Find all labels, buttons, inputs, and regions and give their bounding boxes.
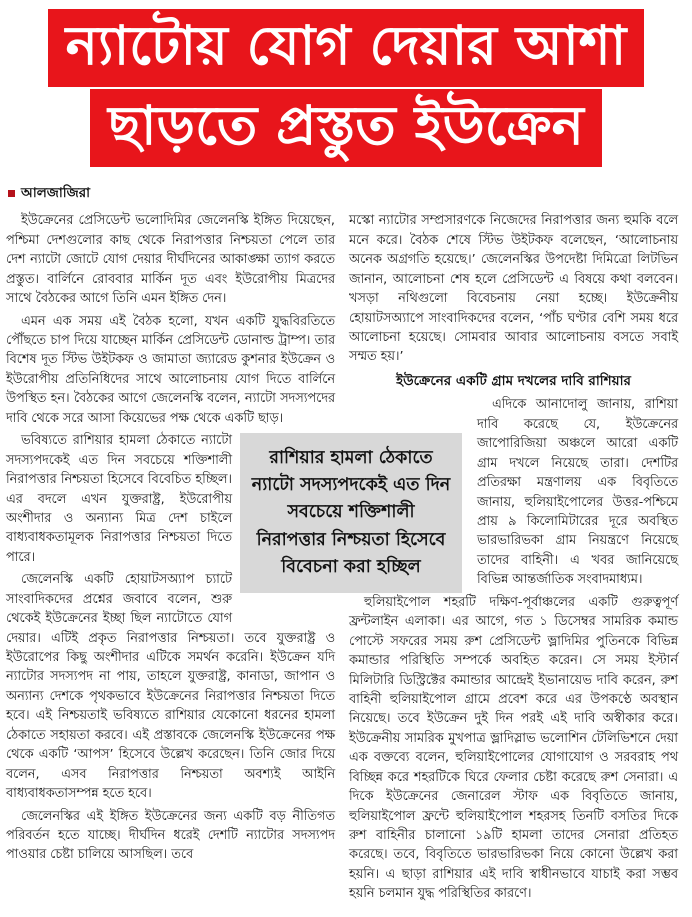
paragraph: হুলিয়াইপোল শহরটি দক্ষিণ-পূর্বাঞ্চলের একটি গুরুত্বপূর্ণ ফ্রন্টলাইন এলাকা। এর আগে, গত ১ ডিসেম্বর সামরিক কমান্ড পোস্টে সফরের সময় রুশ প্রেসিডেন্ট ভ্লাদিমির পুতিনকে বিভিন্ন কমান্ডার পরিস্থিতি সম্পর্কে অবহিত করেন। সে সময় ইস্টার্ন মিলিটারি ডিস্ট্রিক্টের কমান্ডার আন্দ্রেই ইভানায়েভ দাবি করেন, রুশ বাহিনী হুলিয়াইপোল গ্রামে প্রবেশ করে এর উপকণ্ঠে অবস্থান নিয়েছে। তবে ইউক্রেন দুই দিন পরই এই দাবি অস্বীকার করে। ইউক্রেনীয় সামরিক মুখপাত্র ভ্লাদিস্লাভ ভলোশিন টেলিভিশনে দেয়া এক বক্তব্যে বলেন, হুলিয়াইপোলের যোগাযোগ ও সরবরাহ পথ বিচ্ছিন্ন করে শহরটিকে ঘিরে ফেলার চেষ্টা করেছে রুশ সেনারা। এ দিকে ইউক্রেনের জেনারেল স্টাফ এক বিবৃতিতে জানায়, হুলিয়াইপোল ফ্রন্টে হুলিয়াইপোল শহরসহ তিনটি বসতির দিকে রুশ বাহিনীর চালানো ১৯টি হামলা তাদের সেনারা প্রতিহত করেছে। তবে, বিবৃতিতে ভারভারিভকা নিয়ে কোনো উল্লেখ করা হয়নি। এ ছাড়া রাশিয়ার এই দাবি স্বাধীনভাবে যাচাই করা সম্ভব হয়নি চলমান যুদ্ধ পরিস্থিতির কারণে।: [349, 594, 678, 902]
paragraph: এমন এক সময় এই বৈঠক হলো, যখন একটি যুদ্ধবিরতিতে পৌঁছতে চাপ দিয়ে যাচ্ছেন মার্কিন প্রেসিডেন্ট ডোনাল্ড ট্রাম্প। তার বিশেষ দূত স্টিভ উইটকফ ও জামাতা জ্যারেড কুশনার ইউক্রেন ও ইউরোপীয় প্রতিনিধিদের সাথে আলোচনায় যোগ দিতে বার্লিনে উপস্থিত হন। বৈঠকের আগে জেলেনস্কি বলেন, ন্যাটো সদস্যপদের দাবি থেকে সরে আসা কিয়েভের পক্ষ থেকে একটি ছাড়।: [6, 313, 335, 426]
paragraph: জেলেনস্কির এই ইঙ্গিত ইউক্রেনের জন্য একটি বড় নীতিগত পরিবর্তন হতে যাচ্ছে। দীর্ঘদিন ধরেই দেশটি ন্যাটোর সদস্যপদ পাওয়ার চেষ্টা চালিয়ে আসছিল। তবে: [6, 808, 335, 863]
paragraph: মস্কো ন্যাটোর সম্প্রসারণকে নিজেদের নিরাপত্তার জন্য হুমকি বলে মনে করে। বৈঠক শেষে স্টিভ উইটকফ বলেছেন, ‘আলোচনায় অনেক অগ্রগতি হয়েছে।’ জেলেনস্কির উপদেষ্টা দিমিত্রো লিটভিন জানান, আলোচনা শেষ হলে প্রেসিডেন্ট এ বিষয়ে কথা বলবেন। খসড়া নথিগুলো বিবেচনায় নেয়া হচ্ছে। ইউক্রেনীয় হোয়াটসঅ্যাপে সাংবাদিকদের বলেন, ‘পাঁচ ঘণ্টার বেশি সময় ধরে আলোচনা হয়েছে। সোমবার আবার আলোচনায় বসতে সবাই সম্মত হয়।’: [349, 213, 678, 365]
paragraph: জেলেনস্কি একটি হোয়াটসঅ্যাপ চ্যাটে সাংবাদিকদের প্রশ্নের জবাবে বলেন, শুরু থেকেই ইউক্রেনের ইচ্ছা ছিল ন্যাটোতে যোগ দেয়ার। এটিই প্রকৃত নিরাপত্তার নিশ্চয়তা। তবে যুক্তরাষ্ট্র ও ইউরোপের কিছু অংশীদার এটিকে সমর্থন করেনি। ইউক্রেন যদি ন্যাটোর সদস্যপদ না পায়, তাহলে যুক্তরাষ্ট্র, কানাডা, জাপান ও অন্যান্য দেশকে পৃথকভাবে ইউক্রেনের নিরাপত্তার নিশ্চয়তা দিতে হবে। এই নিশ্চয়তাই ভবিষ্যতে রাশিয়ার যেকোনো ধরনের হামলা ঠেকাতে সহায়তা করবে। এই প্রস্তাবকে জেলেনস্কি ইউক্রেনের পক্ষ থেকে একটি ‘আপস’ হিসেবে উল্লেখ করেছেন। তিনি জোর দিয়ে বলেন, এসব নিরাপত্তার নিশ্চয়তা অবশ্যই আইনি বাধ্যবাধকতাসম্পন্ন হতে হবে।: [6, 572, 335, 802]
paragraph: ইউক্রেনের প্রেসিডেন্ট ভলোদিমির জেলেনস্কি ইঙ্গিত দিয়েছেন, পশ্চিমা দেশগুলোর কাছ থেকে নিরাপত্তার নিশ্চয়তা পেলে তার দেশ ন্যাটো জোটে যোগ দেয়ার দীর্ঘদিনের আকাঙ্ক্ষা ত্যাগ করতে প্রস্তুত। বার্লিনে রোববার মার্কিন দূত এবং ইউরোপীয় মিত্রদের সাথে বৈঠকের আগে তিনি এমন ইঙ্গিত দেন।: [6, 213, 335, 307]
pull-quote-wrap-spacer: [240, 433, 451, 615]
paragraph: ভবিষ্যতে রাশিয়ার হামলা ঠেকাতে ন্যাটো সদস্যপদকেই এত দিন সবচেয়ে শক্তিশালী নিরাপত্তার নিশ্চয়তা হিসেবে বিবেচিত হচ্ছিল। এর বদলে এখন যুক্তরাষ্ট্র, ইউরোপীয় অংশীদার ও অন্যান্য মিত্র দেশ চাইলে বাধ্যবাধকতামূলক নিরাপত্তার নিশ্চয়তা দিতে পারে।: [6, 433, 232, 565]
byline-source: আলজাজিরা: [21, 185, 91, 202]
subheading: ইউক্রেনের একটি গ্রাম দখলের দাবি রাশিয়ার: [396, 372, 631, 389]
pull-quote: রাশিয়ার হামলা ঠেকাতে ন্যাটো সদস্যপদকেই এত দিন সবচেয়ে শক্তিশালী নিরাপত্তার নিশ্চয়তা হিসেবে বিবেচনা করা হচ্ছিল: [240, 433, 462, 593]
article-body: [6, 211, 686, 906]
headline-line-1: ন্যাটোয় যোগ দেয়ার আশা: [48, 9, 645, 87]
byline: [8, 182, 686, 205]
byline-bullet-icon: [8, 190, 15, 197]
article-headline: [6, 8, 686, 168]
paragraph: এদিকে আনাদোলু জানায়, রাশিয়া দাবি করেছে যে, ইউক্রেনের জাপোরিজিয়া অঞ্চলে আরো একটি গ্রাম দখলে নিয়েছে তারা। দেশটির প্রতিরক্ষা মন্ত্রণালয় এক বিবৃতিতে জানায়, হুলিয়াইপোলের উত্তর-পশ্চিমে প্রায় ৯ কিলোমিটারের দূরে অবস্থিত ভারভারিভকা গ্রাম নিয়ন্ত্রণে নিয়েছে তাদের বাহিনী। এ খবর জানিয়েছে বিভিন্ন আন্তর্জাতিক সংবাদমাধ্যম।: [477, 397, 678, 588]
headline-line-2: ছাড়তে প্রস্তুত ইউক্রেন: [90, 89, 602, 167]
left-column: [6, 211, 451, 906]
